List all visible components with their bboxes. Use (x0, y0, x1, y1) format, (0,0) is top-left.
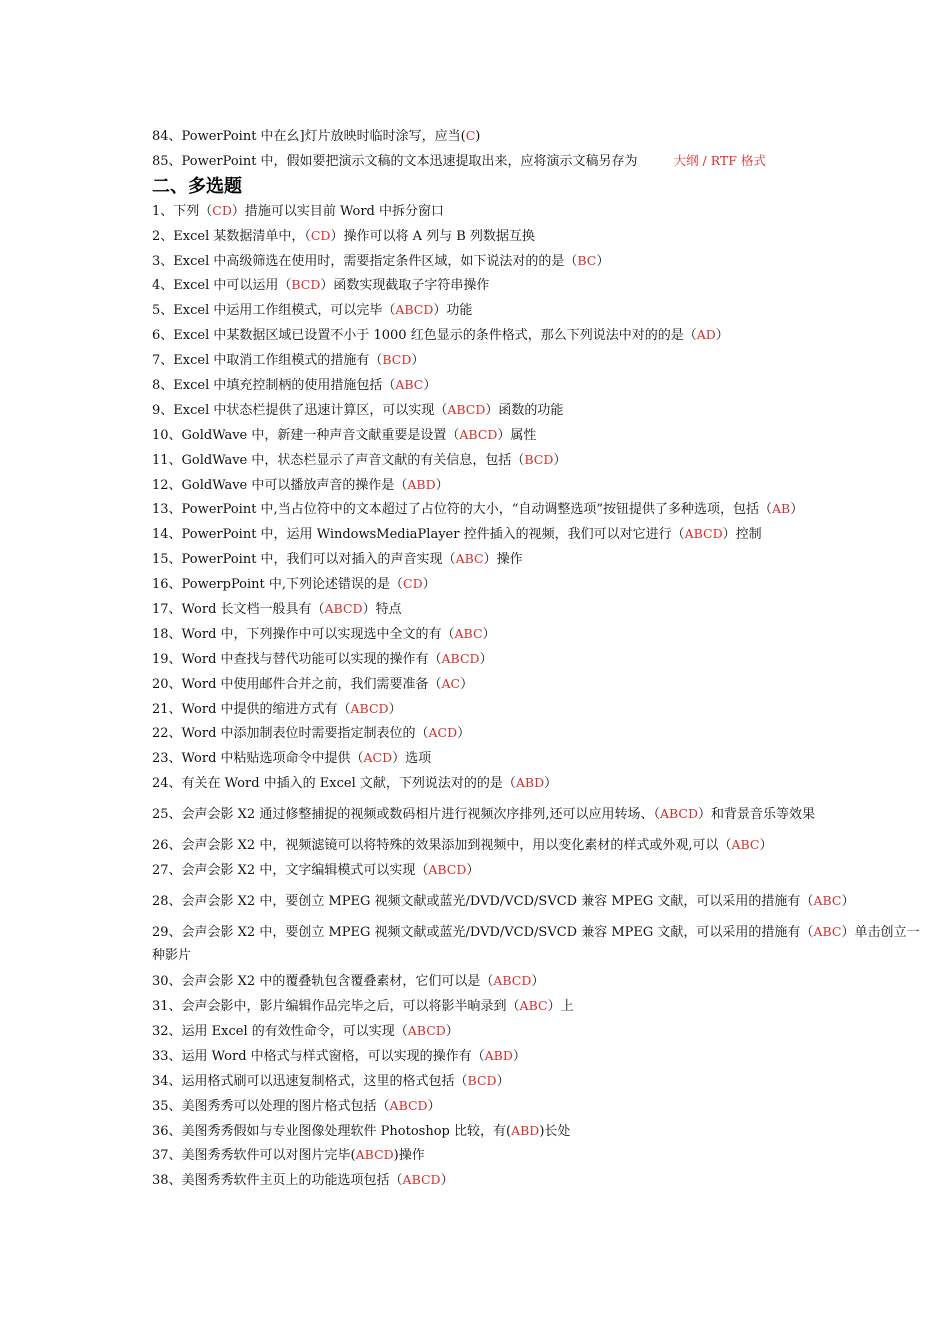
question-text-tail: ） (790, 502, 804, 518)
answer-text: ABCD (350, 700, 389, 716)
question-text-tail: ） (715, 328, 729, 344)
question-text: 27、会声会影 X2 中，文字编辑模式可以实现（ (152, 863, 429, 879)
question-line (152, 1096, 942, 1116)
section-title: 二、多选题 (152, 175, 242, 197)
question-line (152, 649, 942, 669)
question-line (152, 860, 942, 880)
multiple-choice-items (152, 201, 942, 1191)
question-text-tail: ）函数实现截取子字符串操作 (320, 278, 490, 294)
question-text-tail: ）操作可以将 A 列与 B 列数据互换 (330, 228, 535, 244)
question-text-tail: ） (388, 701, 402, 717)
question-text-tail: ）上 (547, 999, 574, 1015)
question-line (152, 835, 942, 855)
question-text: 14、PowerPoint 中，运用 WindowsMediaPlayer 控件插入的视频，我们可以对它进行（ (152, 527, 685, 543)
answer-text: ABCD (389, 1097, 428, 1113)
question-text: 32、运用 Excel 的有效性命令，可以实现（ (152, 1023, 408, 1039)
question-line (152, 375, 942, 395)
question-text-tail: ） (482, 626, 496, 642)
answer-text: ABC (395, 377, 424, 393)
question-text-tail: ） (411, 353, 425, 369)
answer-text: ABCD (493, 973, 532, 989)
answer-text: ACD (363, 750, 393, 766)
question-text-tail: ） (531, 974, 545, 990)
question-text-tail: ）单击创立一 (841, 925, 920, 941)
question-text-tail: ） (496, 1073, 510, 1089)
question-line (152, 624, 942, 644)
answer-text: AC (441, 675, 461, 691)
answer-text: ABCD (428, 862, 467, 878)
question-line (152, 1046, 942, 1066)
question-text-tail: ）控制 (722, 527, 762, 543)
question-list (152, 126, 942, 1195)
answer-text: C (465, 128, 476, 143)
answer-text: ABC (454, 625, 483, 641)
answer-text: ABCD (355, 1147, 394, 1163)
question-text-tail: ） (423, 378, 437, 394)
question-text: 10、GoldWave 中，新建一种声音文献重要是设置（ (152, 427, 460, 443)
question-text-tail: )长处 (539, 1123, 571, 1139)
question-text: 3、Excel 中高级筛选在使用时，需要指定条件区域，如下说法对的的是（ (152, 253, 578, 269)
question-line (152, 804, 942, 824)
question-text-tail: ）功能 (433, 303, 473, 319)
question-line (152, 1071, 942, 1091)
answer-text: ABCD (395, 302, 434, 318)
question-text: 13、PowerPoint 中,当占位符中的文本超过了占位符的大小，“自动调整选项”按钮提供了多种选项，包括（ (152, 502, 772, 518)
question-line (152, 1170, 942, 1190)
answer-text: ABC (731, 837, 760, 853)
question-text-tail: ） (435, 477, 449, 493)
answer-text: AB (771, 501, 791, 517)
answer-text: ABCD (324, 601, 363, 617)
question-line (152, 574, 942, 594)
question-text: 33、运用 Word 中格式与样式窗格，可以实现的操作有（ (152, 1048, 485, 1064)
question-text: 6、Excel 中某数据区域已设置不小于 1000 红色显示的条件格式，那么下列说法中对的的是（ (152, 328, 697, 344)
answer-text: ABD (511, 1122, 540, 1138)
answer-text: ABC (813, 893, 842, 909)
question-text-tail: ）属性 (497, 427, 537, 443)
question-text: 4、Excel 中可以运用（ (152, 278, 292, 294)
answer-text: ACD (428, 725, 458, 741)
question-text-tail: ）操作 (483, 552, 523, 568)
question-line (152, 251, 942, 271)
question-text: 5、Excel 中运用工作组模式，可以完毕（ (152, 303, 396, 319)
answer-text: BCD (467, 1072, 497, 1088)
question-text-tail: ）措施可以实目前 Word 中拆分窗口 (231, 203, 444, 219)
question-text: 15、PowerPoint 中，我们可以对插入的声音实现（ (152, 552, 456, 568)
answer-text: CD (403, 576, 423, 592)
question-line-85 (152, 151, 942, 171)
answer-text: 大纲 / RTF 格式 (673, 152, 766, 168)
question-line-84 (152, 126, 942, 146)
question-text-tail: ）特点 (362, 602, 402, 618)
question-line (152, 1145, 942, 1165)
question-text: 31、会声会影中，影片编辑作品完毕之后，可以将影半晌录到（ (152, 999, 520, 1015)
question-text: 35、美图秀秀可以处理的图片格式包括（ (152, 1098, 390, 1114)
question-line (152, 350, 942, 370)
question-text: 16、PowerpPoint 中,下列论述错误的是（ (152, 577, 404, 593)
answer-text: ABCD (407, 1022, 446, 1038)
question-text: 26、会声会影 X2 中，视频滤镜可以将特殊的效果添加到视频中，用以变化素材的样式或外观,可以（ (152, 838, 732, 854)
question-text-tail: ） (460, 676, 474, 692)
question-line (152, 226, 942, 246)
question-line (152, 1021, 942, 1041)
question-line (152, 599, 942, 619)
question-text-tail: ） (553, 452, 567, 468)
question-text: 1、下列（ (152, 203, 213, 219)
question-text: 11、GoldWave 中，状态栏显示了声音文献的有关信息，包括（ (152, 452, 525, 468)
question-text-tail: ） (457, 726, 471, 742)
answer-text: ABCD (441, 650, 480, 666)
question-line (152, 499, 942, 519)
question-text: 2、Excel 某数据清单中，（ (152, 228, 311, 244)
question-text: 29、会声会影 X2 中，要创立 MPEG 视频文献或蓝光/DVD/VCD/SVCD 兼容 MPEG 文献，可以采用的措施有（ (152, 925, 814, 941)
question-line (152, 275, 942, 295)
question-text: 84、PowerPoint 中在幺]灯片放映时临时涂写，应当( (152, 129, 466, 144)
answer-text: ABCD (447, 401, 486, 417)
question-text-tail: ） (841, 894, 855, 910)
question-line (152, 699, 942, 719)
question-text: 28、会声会影 X2 中，要创立 MPEG 视频文献或蓝光/DVD/VCD/SVCD 兼容 MPEG 文献，可以采用的措施有（ (152, 894, 814, 910)
question-text: 22、Word 中添加制表位时需要指定制表位的（ (152, 726, 429, 742)
question-text-tail: ） (596, 253, 610, 269)
question-line (152, 400, 942, 420)
question-text: 12、GoldWave 中可以播放声音的操作是（ (152, 477, 408, 493)
question-text: 18、Word 中，下列操作中可以实现选中全文的有（ (152, 626, 455, 642)
question-text: 37、美图秀秀软件可以对图片完毕( (152, 1148, 356, 1164)
answer-text: ABCD (459, 426, 498, 442)
answer-text: BCD (382, 352, 412, 368)
question-text-tail: ） (479, 651, 493, 667)
question-line-continuation: 种影片 (152, 948, 192, 964)
question-line (152, 971, 942, 991)
question-line (152, 549, 942, 569)
question-text: 25、会声会影 X2 通过修整捕捉的视频或数码相片进行视频次序排列,还可以应用转场、（ (152, 807, 660, 823)
question-line (152, 450, 942, 470)
question-line (152, 1121, 942, 1141)
question-line (152, 674, 942, 694)
question-text-tail: ）选项 (392, 751, 432, 767)
question-line (152, 748, 942, 768)
question-text: 21、Word 中提供的缩进方式有（ (152, 701, 351, 717)
question-text: 9、Excel 中状态栏提供了迅速计算区，可以实现（ (152, 402, 448, 418)
answer-text: ABCD (402, 1172, 441, 1188)
answer-text: ABD (515, 775, 545, 791)
answer-text: CD (212, 202, 232, 218)
question-line (152, 325, 942, 345)
question-text-tail: ） (759, 838, 773, 854)
question-line (152, 300, 942, 320)
question-text: 36、美图秀秀假如与专业图像处理软件 Photoshop 比较，有( (152, 1123, 512, 1139)
question-line (152, 922, 942, 942)
answer-text: ABC (813, 924, 842, 940)
answer-text: AD (696, 327, 716, 343)
question-line (152, 891, 942, 911)
answer-text: ABCD (659, 806, 698, 822)
question-text: 30、会声会影 X2 中的覆叠轨包含覆叠素材，它们可以是（ (152, 974, 494, 990)
question-text: 8、Excel 中填充控制柄的使用措施包括（ (152, 378, 396, 394)
answer-text: ABD (484, 1047, 513, 1063)
question-text-tail: ）函数的功能 (485, 402, 564, 418)
answer-text: BCD (291, 277, 321, 293)
question-text: 19、Word 中查找与替代功能可以实现的操作有（ (152, 651, 442, 667)
question-text-tail: ） (445, 1023, 459, 1039)
question-text-tail: ） (427, 1098, 441, 1114)
question-text-tail: ）和背景音乐等效果 (698, 807, 816, 823)
question-text: 20、Word 中使用邮件合并之前，我们需要准备（ (152, 676, 442, 692)
question-line (152, 425, 942, 445)
question-text-tail: ) (475, 129, 481, 144)
question-line (152, 475, 942, 495)
question-text-tail: ） (440, 1173, 454, 1189)
question-text: 38、美图秀秀软件主页上的功能选项包括（ (152, 1173, 403, 1189)
question-text-tail: ） (512, 1048, 526, 1064)
answer-text: ABCD (684, 526, 723, 542)
question-line (152, 524, 942, 544)
answer-text: CD (310, 227, 331, 243)
answer-text: ABC (519, 998, 548, 1014)
question-text: 34、运用格式刷可以迅速复制格式，这里的格式包括（ (152, 1073, 468, 1089)
question-text: 23、Word 中粘贴选项命令中提供（ (152, 751, 364, 767)
answer-text: BC (577, 252, 597, 268)
question-line (152, 773, 942, 793)
question-line (152, 996, 942, 1016)
answer-text: ABD (407, 476, 436, 492)
question-text-tail: )操作 (393, 1148, 425, 1164)
question-text: 24、有关在 Word 中插入的 Excel 文献，下列说法对的的是（ (152, 776, 516, 792)
question-text: 17、Word 长文档一般具有（ (152, 602, 325, 618)
answer-text: ABC (455, 551, 484, 567)
question-line (152, 723, 942, 743)
question-text-tail: ） (422, 577, 436, 593)
answer-text: BCD (524, 451, 554, 467)
question-text: 85、PowerPoint 中，假如要把演示文稿的文本迅速提取出来，应将演示文稿另存为 (152, 153, 638, 169)
question-text-tail: ） (544, 776, 558, 792)
question-text: 7、Excel 中取消工作组模式的措施有（ (152, 353, 383, 369)
question-text-tail: ） (466, 863, 480, 879)
question-line (152, 201, 942, 221)
